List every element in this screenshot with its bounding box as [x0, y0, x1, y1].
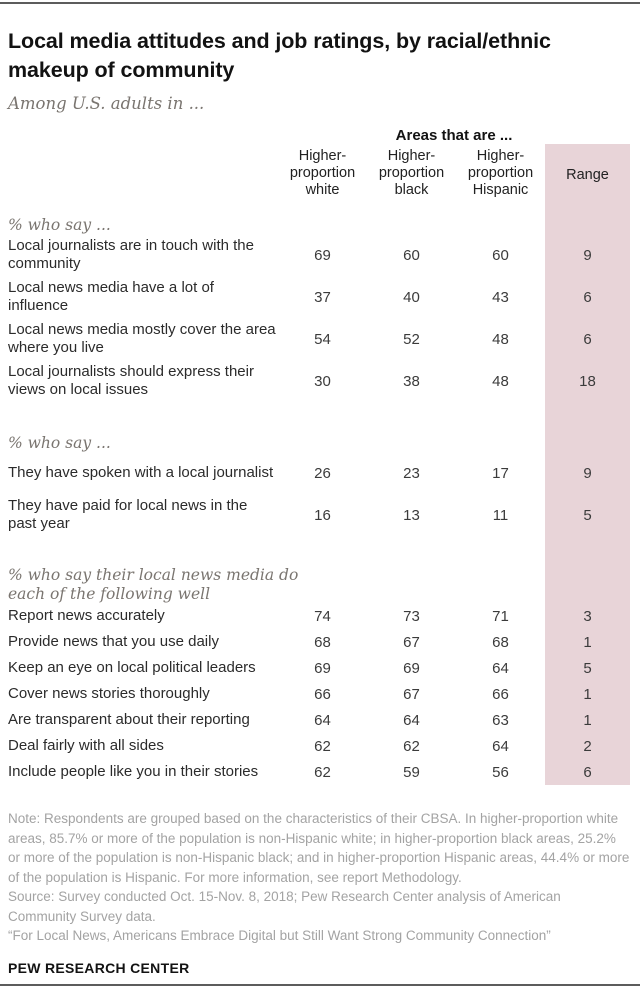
table-row: [8, 655, 630, 681]
column-header-hispanic: Higher- proportion Hispanic: [467, 148, 534, 198]
cell-white: 69: [314, 246, 331, 264]
column-header-row: [8, 144, 630, 206]
cell-range: 1: [545, 681, 630, 707]
cell-hispanic: 56: [492, 763, 509, 781]
cell-white: 16: [314, 506, 331, 524]
figure-subtitle: Among U.S. adults in ...: [8, 94, 205, 113]
row-label: Keep an eye on local political leaders: [8, 659, 256, 676]
table-row: [8, 759, 630, 785]
table-row: [8, 360, 630, 402]
table-row: [8, 707, 630, 733]
source-text: Source: Survey conducted Oct. 15-Nov. 8, 2018; Pew Research Center analysis of American Community Survey data.: [8, 889, 561, 924]
cell-range: 5: [545, 494, 630, 536]
spacer-cell: [8, 118, 278, 144]
report-title-quote: “For Local News, Americans Embrace Digital but Still Want Strong Community Connection”: [8, 928, 551, 943]
cell-white: 66: [314, 685, 331, 703]
cell-range: 2: [545, 733, 630, 759]
row-label: Report news accurately: [8, 607, 165, 624]
cell-black: 67: [403, 685, 420, 703]
page-title: Local media attitudes and job ratings, by racial/ethnic makeup of community: [8, 29, 551, 82]
section-header-row: [8, 206, 630, 234]
table-row: [8, 452, 630, 494]
section-header-row: [8, 536, 630, 603]
row-label: They have spoken with a local journalist: [8, 464, 274, 481]
row-label: Local news media have a lot of influence: [8, 279, 214, 314]
cell-hispanic: 66: [492, 685, 509, 703]
cell-black: 67: [403, 633, 420, 651]
column-header-black: Higher- proportion black: [378, 148, 445, 198]
cell-white: 30: [314, 372, 331, 390]
section-header-label: % who say ...: [8, 215, 111, 234]
range-column-fill: [545, 536, 630, 603]
row-label: Are transparent about their reporting: [8, 711, 250, 728]
data-table: [8, 118, 630, 785]
row-label: Cover news stories thoroughly: [8, 685, 210, 702]
column-group-label: Areas that are ...: [395, 127, 513, 144]
top-divider: [0, 2, 640, 4]
section-header-row: [8, 402, 630, 452]
cell-black: 59: [403, 763, 420, 781]
cell-hispanic: 48: [492, 330, 509, 348]
cell-white: 74: [314, 607, 331, 625]
range-column-fill: [545, 402, 630, 452]
cell-black: 13: [403, 506, 420, 524]
cell-range: 5: [545, 655, 630, 681]
table-row: [8, 629, 630, 655]
cell-hispanic: 11: [492, 506, 509, 524]
cell-white: 64: [314, 711, 331, 729]
row-label: Local journalists should express their views on local issues: [8, 363, 254, 398]
row-label: They have paid for local news in the past year: [8, 497, 248, 532]
cell-hispanic: 60: [492, 246, 509, 264]
table-row: [8, 318, 630, 360]
cell-black: 73: [403, 607, 420, 625]
cell-range: 6: [545, 318, 630, 360]
cell-hispanic: 64: [492, 737, 509, 755]
cell-hispanic: 63: [492, 711, 509, 729]
range-column-fill: [545, 206, 630, 234]
table-row: [8, 603, 630, 629]
row-label: Local news media mostly cover the area where you live: [8, 321, 276, 356]
cell-black: 23: [403, 464, 420, 482]
cell-range: 1: [545, 629, 630, 655]
section-header: [8, 402, 545, 452]
cell-range: 9: [545, 452, 630, 494]
column-header-white: Higher- proportion white: [289, 148, 356, 198]
row-label: Provide news that you use daily: [8, 633, 219, 650]
table-row: [8, 234, 630, 276]
section-header: [8, 536, 545, 603]
row-label: Local journalists are in touch with the community: [8, 237, 254, 272]
row-label: Deal fairly with all sides: [8, 737, 164, 754]
row-label: Include people like you in their stories: [8, 763, 259, 780]
cell-white: 26: [314, 464, 331, 482]
footnotes: [8, 809, 630, 946]
cell-range: 9: [545, 234, 630, 276]
table-row: [8, 733, 630, 759]
cell-white: 69: [314, 659, 331, 677]
table-row: [8, 276, 630, 318]
pew-research-center-wordmark: PEW RESEARCH CENTER: [8, 959, 190, 976]
cell-range: 18: [545, 360, 630, 402]
column-header-range: Range: [545, 144, 630, 206]
cell-hispanic: 64: [492, 659, 509, 677]
note-text: Note: Respondents are grouped based on the characteristics of their CBSA. In higher-proportion white areas, 85.7% or more of the population is non-Hispanic white; in higher-proportion black areas, 25.2% or more of the population is non-Hispanic black; and in higher-proportion Hispanic areas, 44.4% or more of the population is Hispanic. For more information, see report Methodology.: [8, 811, 630, 885]
cell-range: 6: [545, 759, 630, 785]
spacer-cell: [8, 144, 278, 206]
cell-black: 62: [403, 737, 420, 755]
cell-black: 60: [403, 246, 420, 264]
bottom-divider: [0, 984, 640, 986]
cell-range: 3: [545, 603, 630, 629]
section-header-label: % who say ...: [8, 433, 111, 452]
table-row: [8, 494, 630, 536]
cell-range: 1: [545, 707, 630, 733]
cell-white: 54: [314, 330, 331, 348]
cell-white: 68: [314, 633, 331, 651]
cell-black: 40: [403, 288, 420, 306]
cell-black: 69: [403, 659, 420, 677]
cell-hispanic: 48: [492, 372, 509, 390]
cell-hispanic: 43: [492, 288, 509, 306]
cell-hispanic: 68: [492, 633, 509, 651]
section-header: [8, 206, 545, 234]
cell-white: 37: [314, 288, 331, 306]
figure-content: [0, 27, 640, 976]
cell-hispanic: 17: [492, 464, 509, 482]
column-group-header-row: [8, 118, 630, 144]
cell-black: 38: [403, 372, 420, 390]
cell-white: 62: [314, 763, 331, 781]
cell-black: 52: [403, 330, 420, 348]
cell-hispanic: 71: [492, 607, 509, 625]
section-header-label: % who say their local news media do each of the following well: [8, 566, 299, 603]
cell-range: 6: [545, 276, 630, 318]
cell-white: 62: [314, 737, 331, 755]
table-row: [8, 681, 630, 707]
cell-black: 64: [403, 711, 420, 729]
